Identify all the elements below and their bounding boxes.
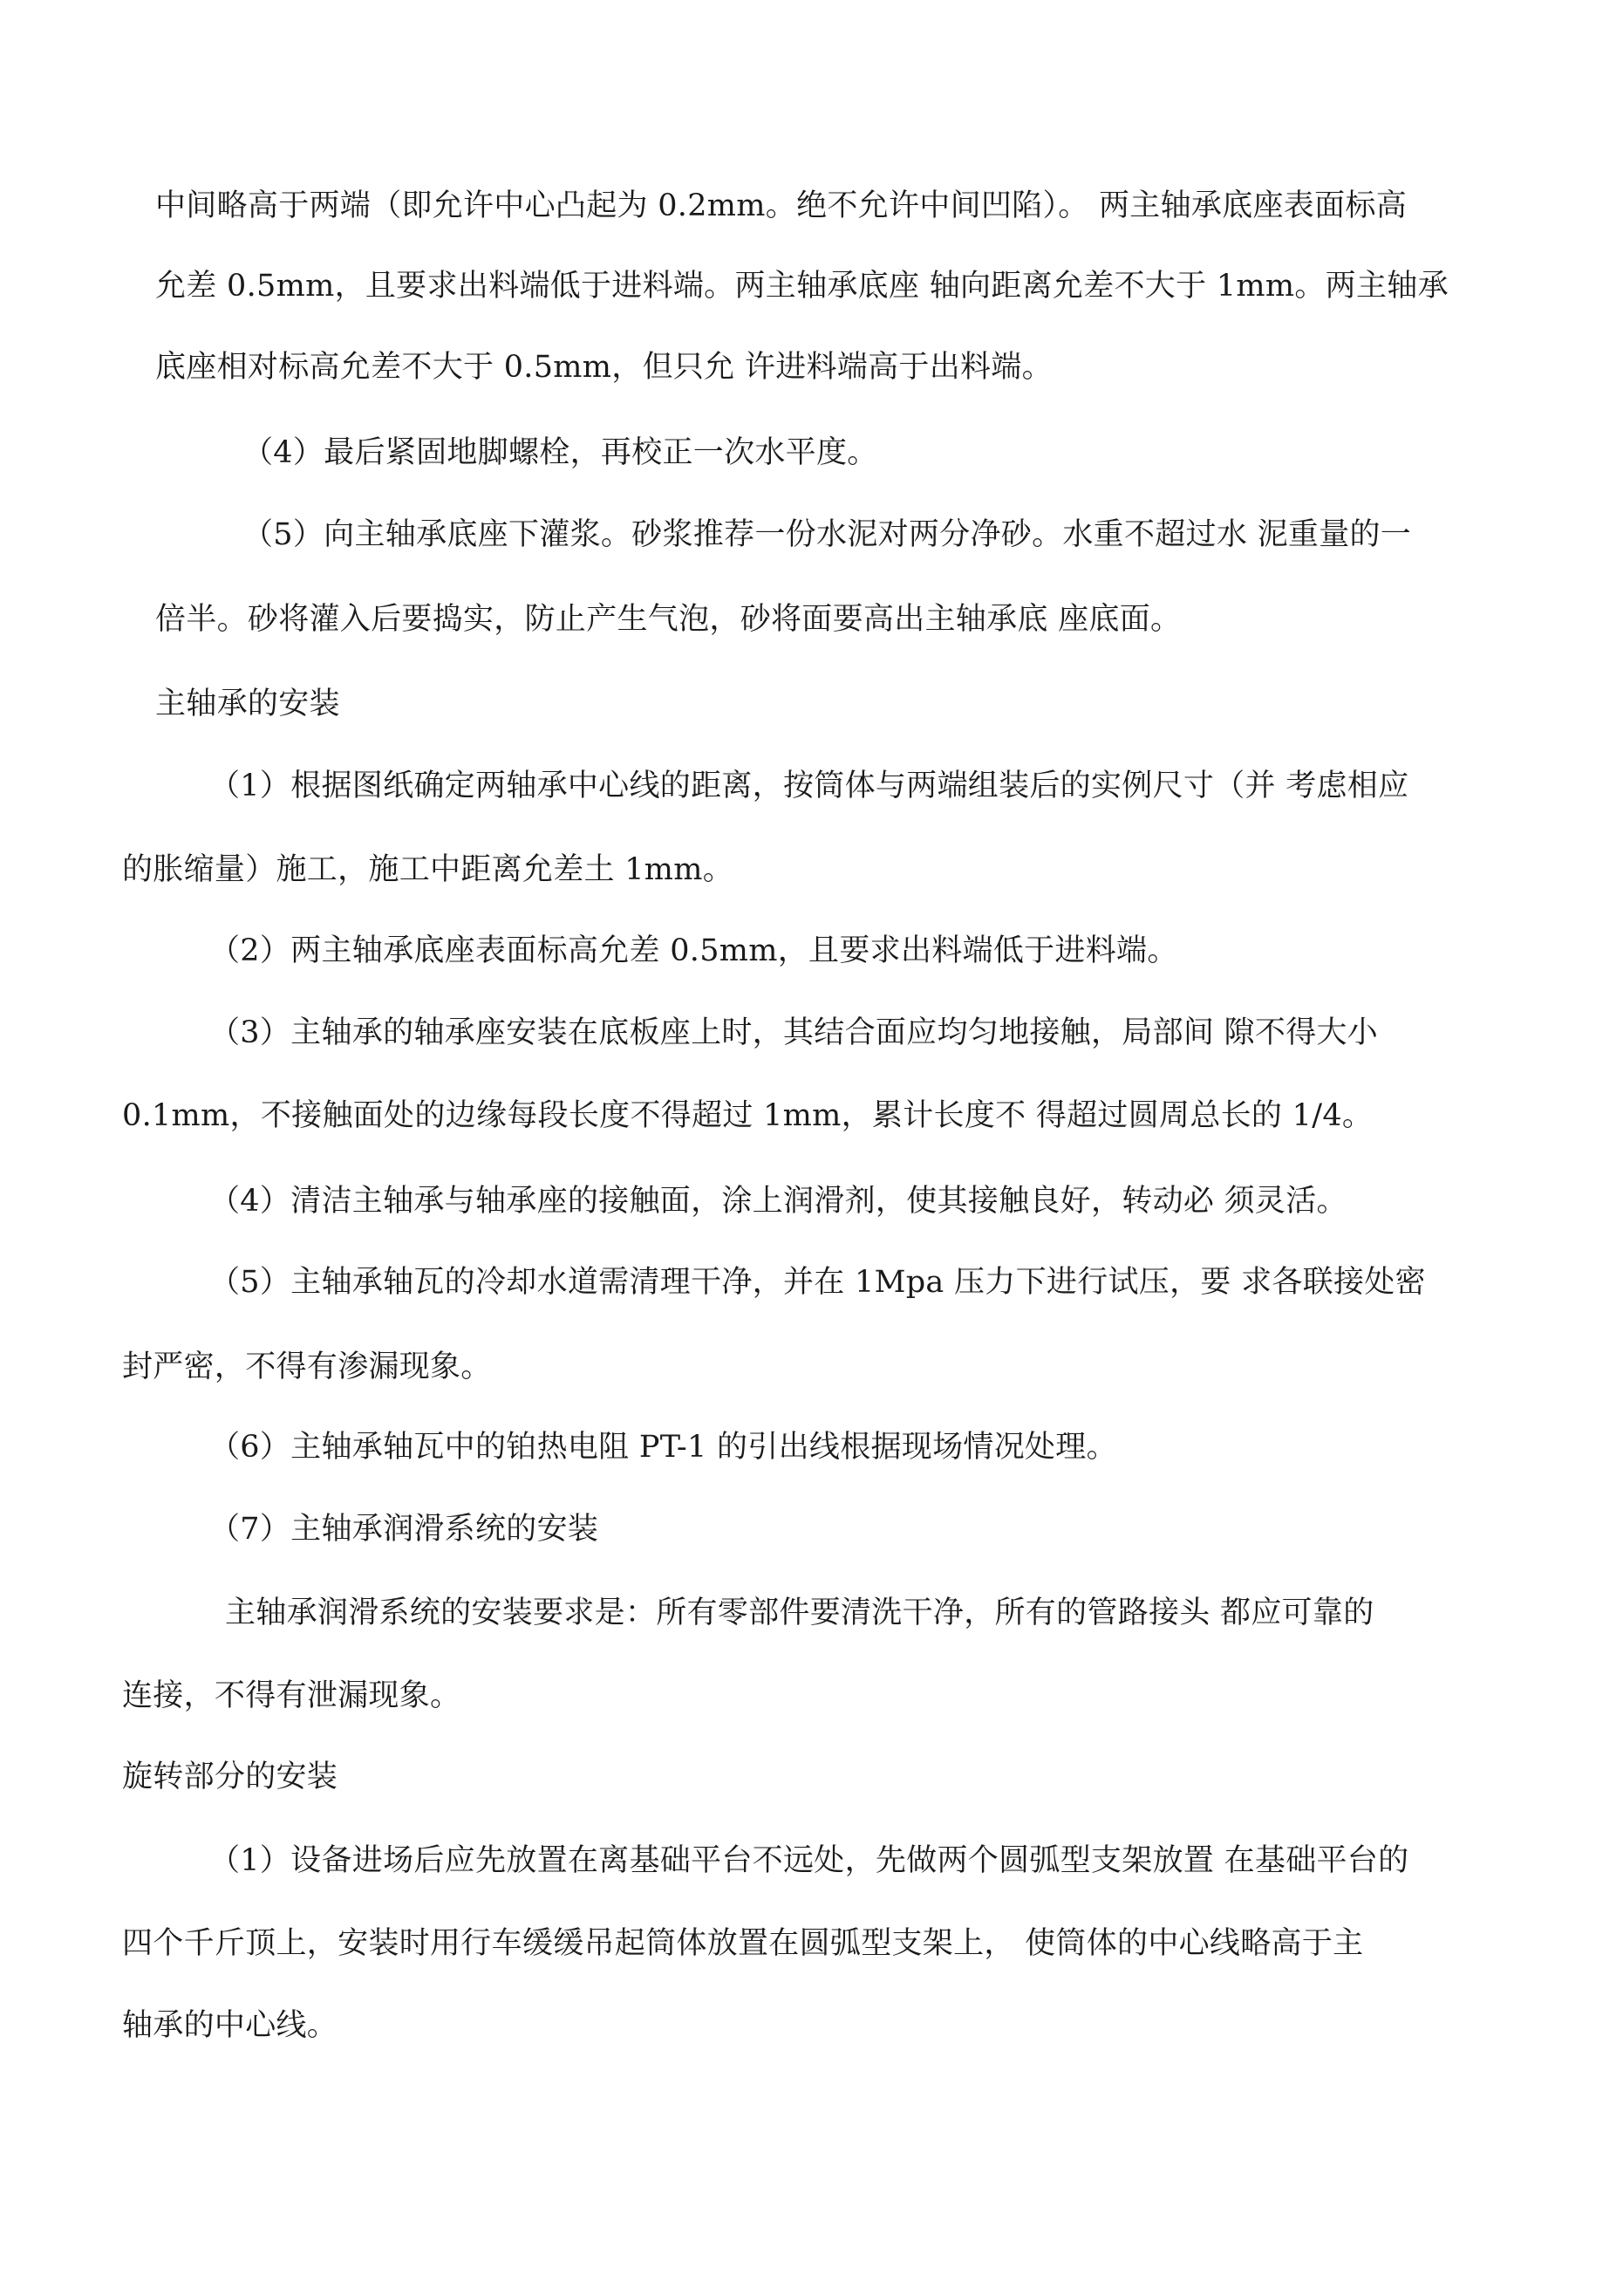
text-line: 四个千斤顶上，安装时用行车缓缓吊起筒体放置在圆弧型支架上， 使筒体的中心线略高于主 [122, 1926, 1364, 1961]
text-line: （2）两主轴承底座表面标高允差 0.5mm，且要求出料端低于进料端。 [209, 933, 1178, 968]
text-line: 倍半。砂将灌入后要捣实，防止产生气泡，砂将面要高出主轴承底 座底面。 [155, 602, 1182, 637]
text-line: （3）主轴承的轴承座安装在底板座上时，其结合面应均匀地接触，局部间 隙不得大小 [209, 1015, 1379, 1050]
text-line: 中间略高于两端（即允许中心凸起为 0.2mm。绝不允许中间凹陷）。 两主轴承底座表面标高 [155, 188, 1407, 223]
text-line: 轴承的中心线。 [122, 2008, 338, 2043]
text-line: （4）清洁主轴承与轴承座的接触面，涂上润滑剂，使其接触良好，转动必 须灵活。 [209, 1184, 1347, 1219]
text-line: 的胀缩量）施工，施工中距离允差土 1mm。 [122, 852, 734, 887]
text-line: 连接，不得有泄漏现象。 [122, 1678, 461, 1713]
section-heading: 主轴承的安装 [155, 687, 340, 721]
text-line: （1）设备进场后应先放置在离基础平台不远处，先做两个圆弧型支架放置 在基础平台的 [209, 1843, 1409, 1878]
text-line: （6）主轴承轴瓦中的铂热电阻 PT-1 的引出线根据现场情况处理。 [209, 1430, 1117, 1465]
text-line: （1）根据图纸确定两轴承中心线的距离，按筒体与两端组装后的实例尺寸（并 考虑相应 [209, 769, 1409, 803]
text-line: 允差 0.5mm，且要求出料端低于进料端。两主轴承底座 轴向距离允差不大于 1mm。两主轴承 [155, 269, 1449, 304]
text-line: 封严密，不得有渗漏现象。 [122, 1350, 492, 1384]
section-heading: 旋转部分的安装 [122, 1760, 338, 1794]
text-line: （4）最后紧固地脚螺栓，再校正一次水平度。 [242, 435, 878, 470]
text-line: 主轴承润滑系统的安装要求是：所有零部件要清洗干净，所有的管路接头 都应可靠的 [225, 1596, 1374, 1630]
text-line: （5）向主轴承底座下灌浆。砂浆推荐一份水泥对两分净砂。水重不超过水 泥重量的一 [242, 517, 1412, 552]
text-line: （5）主轴承轴瓦的冷却水道需清理干净，并在 1Mpa 压力下进行试压，要 求各联接处密 [209, 1265, 1426, 1300]
text-line: 0.1mm，不接触面处的边缘每段长度不得超过 1mm，累计长度不 得超过圆周总长的 1/4。 [122, 1098, 1374, 1133]
text-line: （7）主轴承润滑系统的安装 [209, 1512, 599, 1547]
text-line: 底座相对标高允差不大于 0.5mm，但只允 许进料端高于出料端。 [155, 350, 1053, 385]
